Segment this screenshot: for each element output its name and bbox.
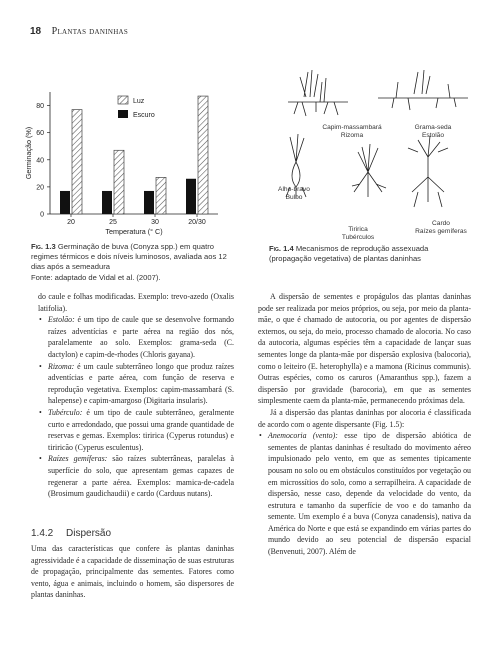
list-item-estolao: • Estolão: é um tipo de caule que se desenvolve formando raízes adventícias e parte aérea na região dos nós, paralelamente ao solo. Exemplos: grama-seda (C. dactylon) e capim-de-rhodes (Chloris gayana).	[38, 314, 234, 360]
figure-1-4-label: Fig. 1.4	[269, 244, 294, 253]
y-tick-label: 60	[36, 130, 44, 138]
label-alho-bravo: Alho-bravo Bulbo	[278, 186, 310, 201]
bar-luz-25	[114, 150, 124, 214]
bar-escuro-25	[102, 191, 112, 214]
left-column	[38, 291, 234, 500]
x-tick-label: 20/30	[188, 219, 206, 226]
label-grama-seda: Grama-seda Estolão	[414, 124, 452, 139]
y-tick-label: 40	[36, 157, 44, 165]
propagation-list	[38, 314, 234, 500]
bar-escuro-20/30	[186, 179, 196, 214]
bar-luz-20	[72, 110, 82, 214]
bar-escuro-30	[144, 191, 154, 214]
vegetative-propagation-illustration	[268, 52, 478, 242]
label-capim-massambara: Capim-massambará Rizoma	[322, 124, 382, 139]
figure-1-3-label: Fig. 1.3	[31, 242, 56, 251]
section-number: 1.4.2	[31, 528, 54, 539]
section-title: Dispersão	[66, 528, 112, 539]
germination-bar-chart	[22, 88, 222, 238]
list-item-tuberculo: • Tubérculo: é um tipo de caule subterrâneo, geralmente curto e arredondado, que possui uma grande quantidade de reservas e gemas. Exemplos: tiririca (Cyperus rotundus) e tiriricão (Cyperus esculentus).	[38, 407, 234, 453]
list-item-anemocoria: • Anemocoria (vento): esse tipo de dispersão abiótica de sementes de plantas daninhas é resultado do movimento aéreo impulsionado pelo vento, em que as sementes tipicamente pousam no solo ou em obstáculos constituídos por vegetação ou em microssítios do solo, como a serrapilheira. A capacidade de dispersão, nesse caso, depende da velocidade do vento, da estrutura e tamanho da superfície de voo e do tamanho da semente. Um exemplo é a buva (Conyza canadensis), nativa da América do Norte e que está se expandindo em várias partes do mundo devido ao seu potencial de dispersão espacial (Benvenuti, 2007). Além de	[258, 430, 471, 558]
y-tick-label: 0	[40, 211, 44, 219]
figure-1-3-caption	[31, 242, 241, 283]
y-tick-label: 80	[36, 103, 44, 111]
figure-1-3-text: Germinação de buva (Conyza spp.) em quatro regimes térmicos e dois níveis luminosos, avaliada aos 12 dias após a semeadura	[31, 242, 227, 272]
bar-escuro-20	[60, 191, 70, 214]
figure-1-4-text: Mecanismos de reprodução assexuada (propagação vegetativa) de plantas daninhas	[269, 244, 429, 264]
x-tick-label: 30	[151, 219, 159, 226]
label-cardo: Cardo Raízes gemíferas	[415, 220, 467, 235]
running-header	[30, 26, 128, 37]
list-item-rizoma: • Rizoma: é um caule subterrâneo longo que produz raízes adventícias e parte aérea, com função de reserva e reprodução vegetativa. Exemplos: capim-massambará (S. halepense) e capim-amargoso (Digitaria insularis).	[38, 361, 234, 407]
y-tick-label: 20	[36, 184, 44, 192]
bar-luz-30	[156, 177, 166, 214]
figure-1-3-source: Fonte: adaptado de Vidal et al. (2007).	[31, 272, 161, 282]
right-paragraph-2: Já a dispersão das plantas daninhas por alocoria é classificada de acordo com o agente dispersante (Fig. 1.5):	[258, 407, 471, 429]
right-column	[258, 291, 471, 558]
label-tiririca: Tiririca Tubérculos	[341, 226, 375, 241]
dispersal-list	[258, 430, 471, 558]
page-number: 18	[30, 26, 42, 37]
plant-drawings	[268, 52, 478, 242]
legend-label-escuro: Escuro	[133, 112, 155, 119]
running-title: Plantas daninhas	[51, 26, 129, 37]
x-tick-label: 20	[67, 219, 75, 226]
left-continuation-text: do caule e folhas modificadas. Exemplo: trevo-azedo (Oxalis latifolia).	[38, 292, 234, 313]
bar-luz-20/30	[198, 96, 208, 214]
y-axis-label: Germinação (%)	[24, 126, 33, 180]
section-heading	[31, 528, 111, 539]
right-paragraph-1: A dispersão de sementes e propágulos das plantas daninhas pode ser realizada por meios próprios, ou seja, por meio da planta-mãe, o que é chamado de autocoria, ou por agentes de dispersão externos, ou seja, do meio, processo chamado de alocoria. No caso da autocoria, algumas espécies têm a capacidade de lançar suas sementes longe da planta-mãe por dispersão explosiva (balocoria), como o leiteiro (E. heterophylla) e a mamona (Ricinus communis). Outras espécies, como os caruros (Amaranthus spp.), fazem a dispersão por gravidade (barocoria), em que as sementes simplesmente caem da planta-mãe, permanecendo próximas dela.	[258, 292, 471, 406]
x-tick-label: 25	[109, 219, 117, 226]
left-bottom-paragraph: Uma das características que confere às plantas daninhas agressividade é a capacidade de disseminação de suas estruturas de propagação, principalmente das sementes. Fatores como vento, água e animais, incluindo o homem, são dispersores de plantas daninhas.	[31, 544, 234, 600]
legend-swatch-escuro	[118, 110, 128, 118]
x-axis-label: Temperatura (° C)	[105, 227, 163, 236]
legend-swatch-luz	[118, 96, 128, 104]
list-item-raizes-gemiferas: • Raízes gemíferas: são raízes subterrâneas, paralelas à superfície do solo, que apresentam gemas capazes de regenerar a parte aérea. Exemplos: mamica-de-cadela (Brosimum gaudichaudii) e cardo (Carduus nutans).	[38, 453, 234, 499]
legend-label-luz: Luz	[133, 98, 145, 105]
figure-1-4-caption	[269, 244, 469, 264]
